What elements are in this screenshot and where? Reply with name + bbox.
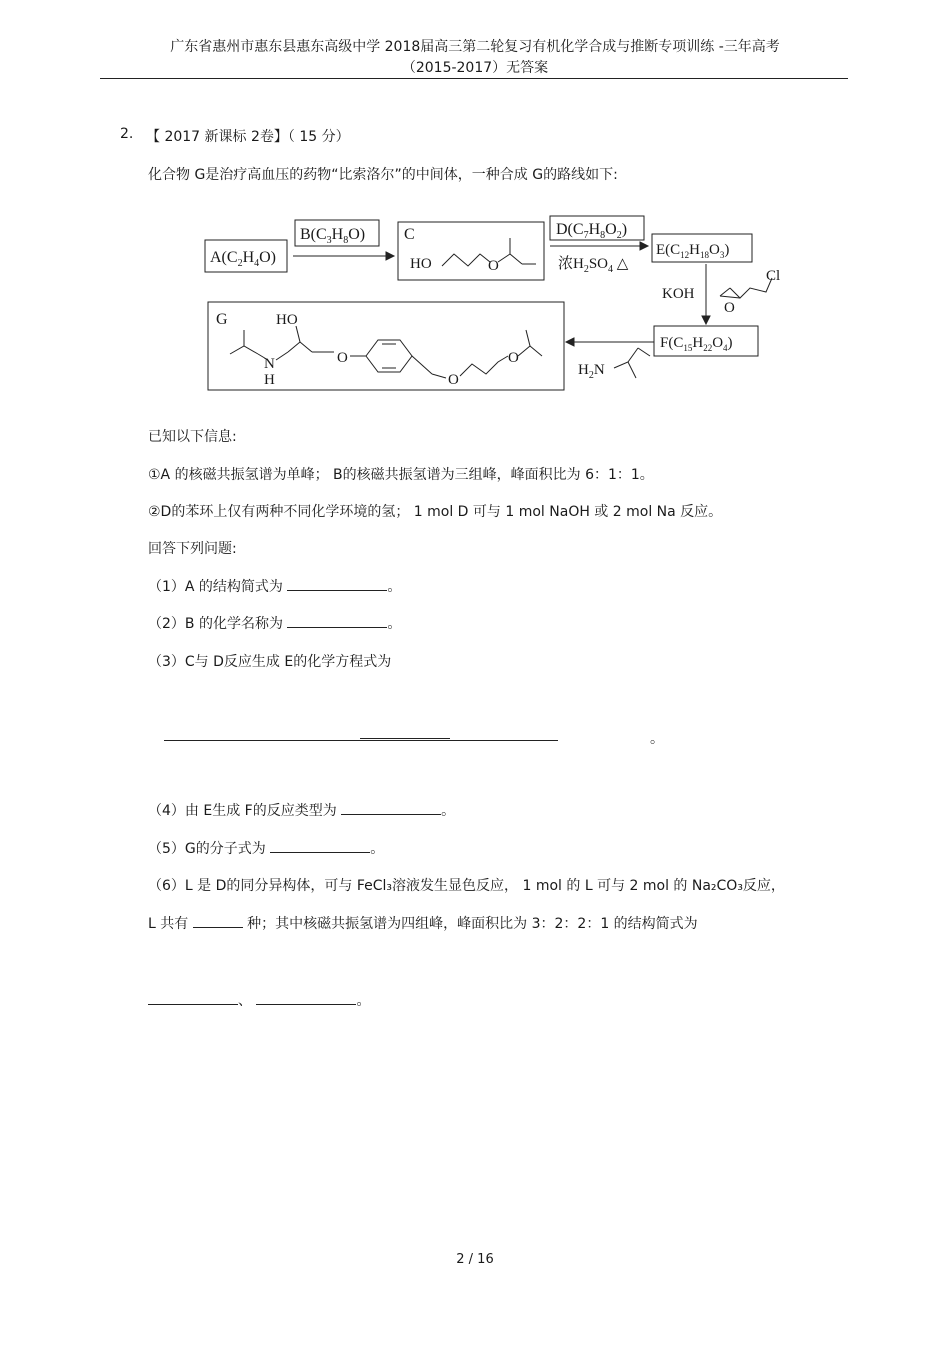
C-O: O — [488, 258, 499, 274]
subquestion-6b: L 共有 种；其中核磁共振氢谱为四组峰，峰面积比为 3：2：2：1 的结构简式为 — [148, 913, 698, 933]
G-HO: HO — [276, 312, 298, 328]
question-source: 【 2017 新课标 2卷】（ 15 分） — [146, 129, 350, 145]
question-number: 2. — [120, 126, 134, 142]
subquestion-5: （5）G的分子式为 。 — [148, 838, 384, 858]
info-1: ①A 的核磁共振氢谱为单峰； B的核磁共振氢谱为三组峰，峰面积比为 6：1：1。 — [148, 467, 654, 483]
G-O1: O — [337, 350, 348, 366]
label-F: $F(C_{15}H_{22}O_4)$ — [660, 335, 733, 353]
answer-blank-4[interactable] — [341, 800, 441, 815]
info-2: ②D的苯环上仅有两种不同化学环境的氢； 1 mol D 可与 1 mol NaOH 或 2 mol Na 反应。 — [148, 504, 723, 520]
synthesis-scheme — [200, 206, 800, 406]
page-number: 2 / 16 — [456, 1252, 494, 1267]
epoxide-O: O — [724, 300, 735, 316]
answer-blank-6b[interactable] — [256, 990, 356, 1005]
subquestion-4: （4）由 E生成 F的反应类型为 。 — [148, 800, 455, 820]
answer-blank-3-accent — [360, 738, 450, 739]
answer-blank-3[interactable] — [164, 740, 558, 741]
subquestion-6-answers: 、 。 — [148, 990, 370, 1010]
condition-acid: 浓$H_2SO_4$ △ — [558, 256, 629, 275]
answer-title: 回答下列问题: — [148, 541, 237, 557]
answer-blank-6-count[interactable] — [193, 913, 243, 928]
label-G: G — [216, 311, 228, 328]
label-A: $A(C_2H_4O)$ — [210, 249, 277, 269]
subquestion-3: （3）C与 D反应生成 E的化学方程式为 — [148, 654, 392, 670]
subquestion-3-period: 。 — [650, 731, 664, 747]
answer-blank-6a[interactable] — [148, 990, 238, 1005]
reagent-KOH: KOH — [662, 286, 695, 302]
header-rule — [100, 78, 848, 79]
G-H: H — [264, 372, 275, 388]
G-O2: O — [448, 372, 459, 388]
header-line-2: （2015-2017）无答案 — [401, 60, 549, 76]
label-C: C — [404, 226, 415, 243]
G-O3: O — [508, 350, 519, 366]
G-N: N — [264, 356, 275, 372]
answer-blank-5[interactable] — [270, 838, 370, 853]
subquestion-6a: （6）L 是 D的同分异构体，可与 FeCl₃溶液发生显色反应， 1 mol 的 L 可与 2 mol 的 Na₂CO₃反应， — [148, 878, 785, 894]
label-E: $E(C_{12}H_{18}O_3)$ — [656, 242, 730, 260]
box-G — [208, 302, 564, 390]
answer-blank-2[interactable] — [287, 613, 387, 628]
label-D: $D(C_7H_8O_2)$ — [556, 221, 628, 241]
subquestion-1: （1）A 的结构简式为 。 — [148, 576, 401, 596]
reagent-Cl: Cl — [766, 268, 781, 284]
known-title: 已知以下信息: — [148, 429, 237, 445]
question-intro: 化合物 G是治疗高血压的药物“比索洛尔”的中间体，一种合成 G的路线如下: — [148, 167, 618, 183]
label-B: $B(C_3H_8O)$ — [300, 226, 366, 246]
C-HO: HO — [410, 256, 432, 272]
header-line-1: 广东省惠州市惠东县惠东高级中学 2018届高三第二轮复习有机化学合成与推断专项训练 -三年高考 — [170, 39, 780, 55]
subquestion-2: （2）B 的化学名称为 。 — [148, 613, 401, 633]
answer-blank-1[interactable] — [287, 576, 387, 591]
reagent-H2N: $H_2N$ — [578, 362, 605, 381]
